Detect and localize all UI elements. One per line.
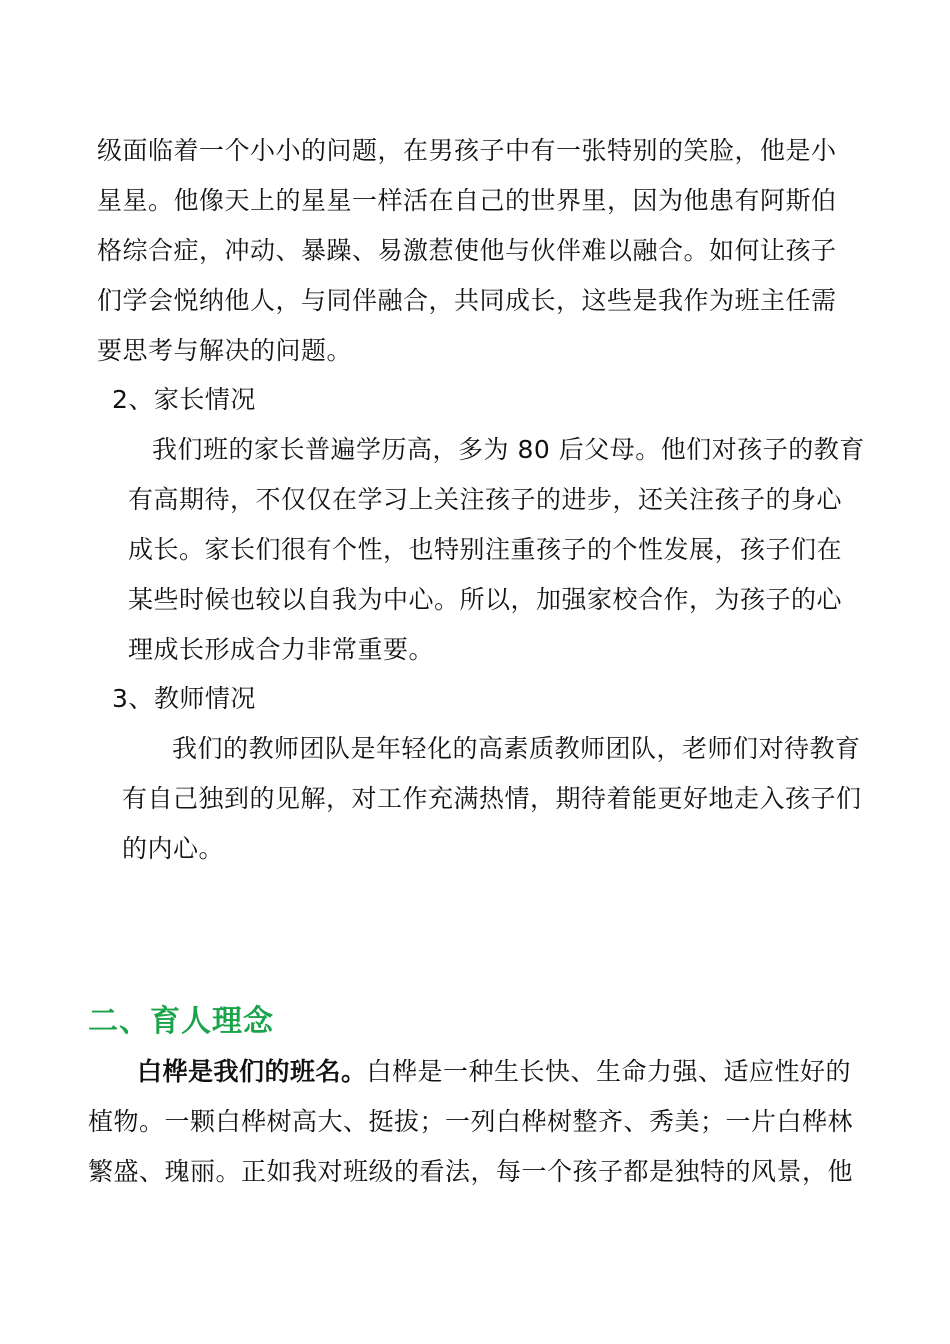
paragraph-line: 格综合症，冲动、暴躁、易激惹使他与伙伴难以融合。如何让孩子 <box>97 236 837 265</box>
paragraph-line: 要思考与解决的问题。 <box>97 336 353 365</box>
paragraph-line: 我们班的家长普遍学历高，多为 80 后父母。他们对孩子的教育 <box>152 435 865 464</box>
paragraph-text: 白桦是一种生长快、生命力强、适应性好的 <box>366 1057 852 1086</box>
paragraph-line: 植物。一颗白桦树高大、挺拔；一列白桦树整齐、秀美；一片白桦林 <box>88 1107 854 1136</box>
paragraph-line: 某些时候也较以自我为中心。所以，加强家校合作，为孩子的心 <box>128 585 843 614</box>
paragraph-line: 级面临着一个小小的问题，在男孩子中有一张特别的笑脸，他是小 <box>97 136 837 165</box>
paragraph-line: 的内心。 <box>122 834 225 863</box>
subheading-teachers: 3、教师情况 <box>112 684 256 713</box>
subheading-parents: 2、家长情况 <box>112 385 256 414</box>
section-title: 二、育人理念 <box>88 1004 274 1039</box>
paragraph-line: 有高期待，不仅仅在学习上关注孩子的进步，还关注孩子的身心 <box>128 485 843 514</box>
paragraph-line: 们学会悦纳他人，与同伴融合，共同成长，这些是我作为班主任需 <box>97 286 837 315</box>
paragraph-line: 成长。家长们很有个性，也特别注重孩子的个性发展，孩子们在 <box>128 535 843 564</box>
class-name-lead: 白桦是我们的班名。 <box>137 1057 367 1086</box>
paragraph-line: 理成长形成合力非常重要。 <box>128 635 435 664</box>
paragraph-line: 繁盛、瑰丽。正如我对班级的看法，每一个孩子都是独特的风景，他 <box>88 1157 854 1186</box>
paragraph-line: 有自己独到的见解，对工作充满热情，期待着能更好地走入孩子们 <box>122 784 862 813</box>
paragraph-line: 我们的教师团队是年轻化的高素质教师团队，老师们对待教育 <box>172 734 861 763</box>
paragraph-line <box>137 1055 851 1089</box>
paragraph-line: 星星。他像天上的星星一样活在自己的世界里，因为他患有阿斯伯 <box>97 186 837 215</box>
